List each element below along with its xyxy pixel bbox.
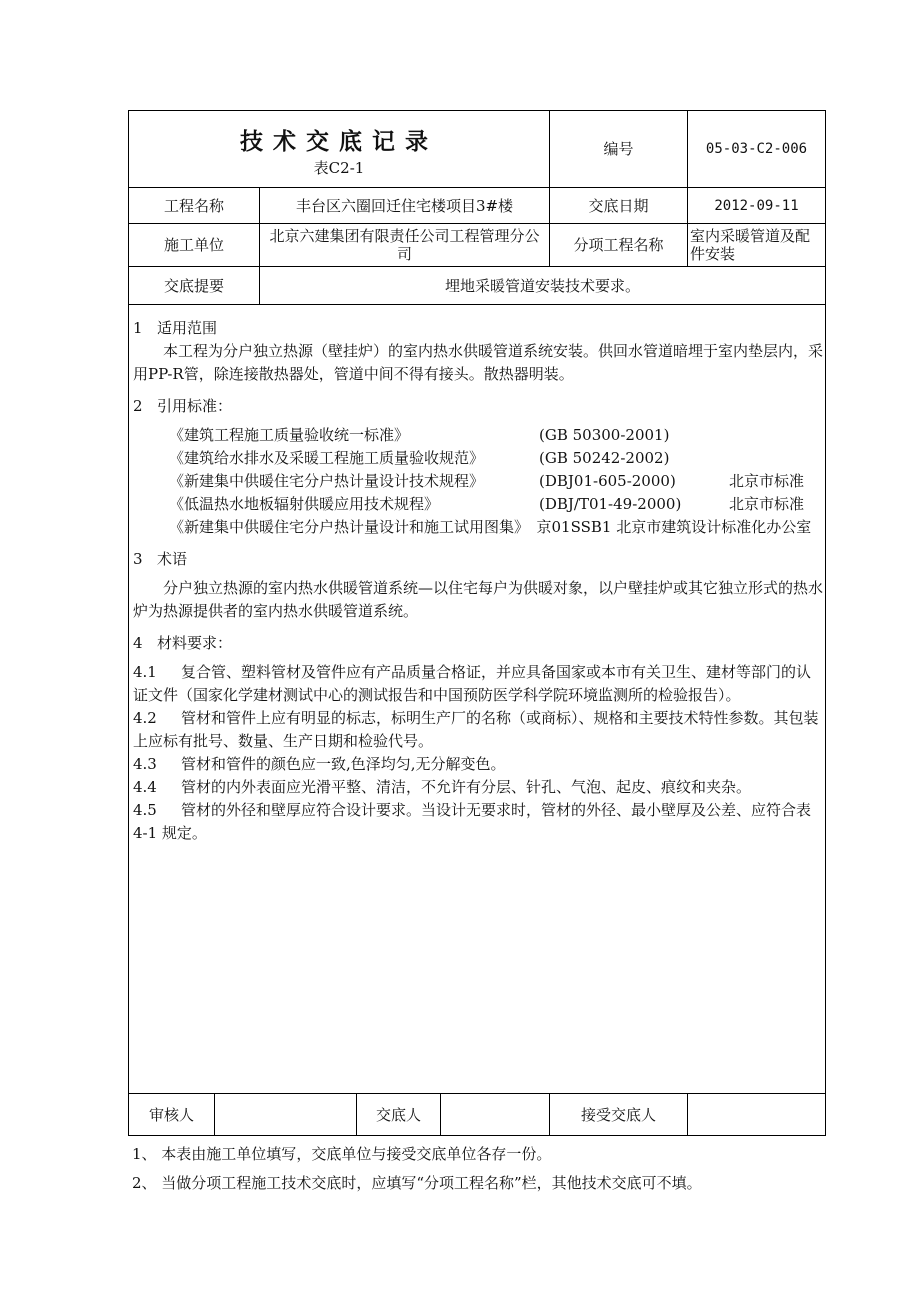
material-item	[129, 707, 825, 753]
item-text: 管材和管件上应有明显的标志，标明生产厂的名称（或商标）、规格和主要技术特性参数。其包装上应标有批号、数量、生产日期和检验代号。	[133, 709, 819, 750]
discloser-field[interactable]	[441, 1094, 549, 1135]
section-title: 术语	[157, 550, 188, 568]
standard-code: (DBJ/T01-49-2000)	[539, 495, 682, 513]
standard-code: (DBJ01-605-2000)	[539, 472, 676, 490]
number-label: 编号	[603, 140, 634, 158]
item-text: 管材的内外表面应光滑平整、清洁，不允许有分层、针孔、气泡、起皮、痕纹和夹杂。	[181, 778, 752, 796]
section-title: 引用标准：	[157, 397, 233, 415]
summary-value: 埋地采暖管道安装技术要求。	[444, 276, 640, 295]
item-text: 复合管、塑料管材及管件应有产品质量合格证，并应具备国家或本市有关卫生、建材等部门的认证文件（国家化学建材测试中心的测试报告和中国预防医学科学院环境监测所的检验报告）。	[133, 663, 812, 704]
section-number: 4	[133, 634, 143, 652]
section-1-heading	[129, 317, 825, 340]
note-line: 2、 当做分项工程施工技术交底时，应填写“分项工程名称”栏，其他技术交底可不填。	[132, 1174, 702, 1192]
section-title: 适用范围	[157, 319, 218, 337]
item-number: 4.3	[133, 755, 157, 773]
standard-name: 《低温热水地板辐射供暖应用技术规程》	[169, 495, 440, 513]
unit-label: 施工单位	[163, 236, 224, 254]
item-number: 4.4	[133, 778, 157, 796]
standard-name: 《新建集中供暖住宅分户热计量设计技术规程》	[169, 472, 485, 490]
subproject-value: 室内采暖管道及配件安装	[690, 227, 811, 263]
item-number: 4.5	[133, 801, 157, 819]
item-text: 管材的外径和壁厚应符合设计要求。当设计无要求时，管材的外径、最小壁厚及公差、应符合表 4-1 规定。	[133, 801, 812, 842]
standard-code: (GB 50300-2001)	[539, 426, 670, 444]
section-1-text: 本工程为分户独立热源（壁挂炉）的室内热水供暖管道系统安装。供回水管道暗埋于室内垫层内，采用PP-R管，除连接散热器处，管道中间不得有接头。散热器明装。	[133, 342, 824, 383]
material-item	[129, 799, 825, 845]
standard-name: 《建筑工程施工质量验收统一标准》	[169, 426, 410, 444]
project-value: 丰台区六圈回迁住宅楼项目3#楼	[295, 196, 514, 215]
standard-row	[129, 424, 825, 447]
number-value: 05-03-C2-006	[705, 141, 808, 157]
date-value: 2012-09-11	[714, 197, 799, 214]
form-title: 技术交底记录	[240, 128, 438, 155]
section-2-heading	[129, 395, 825, 418]
standard-code: (GB 50242-2002)	[539, 449, 670, 467]
section-title: 材料要求：	[157, 634, 233, 652]
material-item	[129, 776, 825, 799]
summary-label: 交底提要	[163, 276, 224, 295]
form-notes	[132, 1140, 702, 1198]
note-line: 1、 本表由施工单位填写，交底单位与接受交底单位各存一份。	[132, 1145, 552, 1163]
item-number: 4.2	[133, 709, 157, 727]
section-number: 2	[133, 397, 143, 415]
standard-row	[129, 447, 825, 470]
reviewer-label: 审核人	[148, 1105, 194, 1124]
row-divider	[129, 304, 825, 305]
form-subtitle: 表C2-1	[313, 159, 365, 177]
date-label: 交底日期	[588, 196, 649, 215]
section-3-heading	[129, 548, 825, 571]
section-number: 1	[133, 319, 143, 337]
material-item	[129, 661, 825, 707]
item-number: 4.1	[133, 663, 157, 681]
section-number: 3	[133, 550, 143, 568]
standard-row-long: 《新建集中供暖住宅分户热计量设计和施工试用图集》 京01SSB1 北京市建筑设计标准化办公室	[169, 518, 812, 536]
receiver-label: 接受交底人	[580, 1105, 656, 1124]
discloser-label: 交底人	[375, 1105, 421, 1124]
receiver-field[interactable]	[688, 1094, 825, 1135]
disclosure-content	[129, 317, 825, 845]
standard-row	[129, 493, 825, 516]
reviewer-field[interactable]	[215, 1094, 356, 1135]
disclosure-form	[128, 110, 826, 1136]
standard-name: 《建筑给水排水及采暖工程施工质量验收规范》	[169, 449, 485, 467]
standard-row	[129, 470, 825, 493]
section-4-heading	[129, 632, 825, 655]
unit-value: 北京六建集团有限责任公司工程管理分公司	[269, 227, 540, 263]
standard-org: 北京市标准	[729, 495, 805, 513]
section-3-text: 分户独立热源的室内热水供暖管道系统—以住宅每户为供暖对象，以户壁挂炉或其它独立形式的热水炉为热源提供者的室内热水供暖管道系统。	[133, 579, 824, 620]
subproject-label: 分项工程名称	[573, 236, 664, 254]
standard-org: 北京市标准	[729, 472, 805, 490]
item-text: 管材和管件的颜色应一致,色泽均匀,无分解变色。	[181, 755, 506, 773]
project-label: 工程名称	[163, 196, 224, 215]
material-item	[129, 753, 825, 776]
